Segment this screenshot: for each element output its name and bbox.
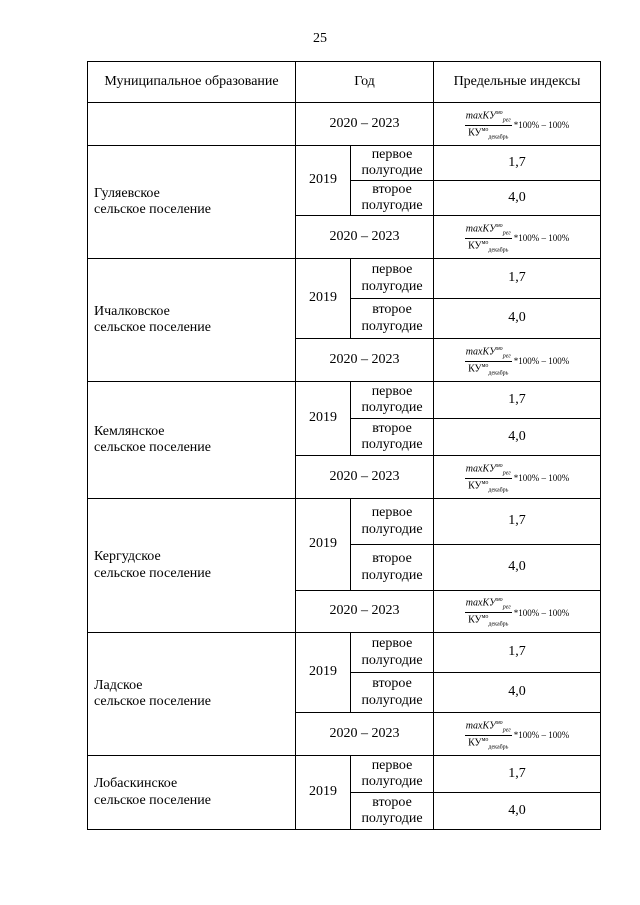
index-value-first: 1,7 bbox=[434, 633, 601, 673]
formula-cell bbox=[434, 591, 601, 633]
municipality-name: Кергудское сельское поселение bbox=[88, 499, 296, 633]
year-cell: 2019 bbox=[296, 633, 351, 713]
formula-cell bbox=[434, 216, 601, 259]
limit-formula: $\frac{\max KУ^{мо}_{рег}}{КУ^{мо}_{декабрь}}$ *100% – 100% bbox=[465, 719, 570, 751]
index-value-second: 4,0 bbox=[434, 419, 601, 456]
formula-cell bbox=[434, 713, 601, 756]
limit-formula: $\frac{\max KУ^{мо}_{рег}}{КУ^{мо}_{декабрь}}$ *100% – 100% bbox=[465, 345, 570, 377]
municipality-empty-cell bbox=[88, 103, 296, 146]
half-year-second: второе полугодие bbox=[351, 793, 434, 830]
header-municipality: Муниципальное образование bbox=[88, 62, 296, 103]
limit-formula: $\frac{\max KУ^{мо}_{рег}}{КУ^{мо}_{декабрь}}$ *100% – 100% bbox=[465, 222, 570, 254]
half-year-first: первое полугодие bbox=[351, 146, 434, 181]
half-year-first: первое полугодие bbox=[351, 499, 434, 545]
half-year-second: второе полугодие bbox=[351, 299, 434, 339]
half-year-second: второе полугодие bbox=[351, 419, 434, 456]
half-year-second: второе полугодие bbox=[351, 545, 434, 591]
limit-formula: $\frac{\max KУ^{мо}_{рег}}{КУ^{мо}_{декабрь}}$ *100% – 100% bbox=[465, 597, 570, 628]
year-range: 2020 – 2023 bbox=[296, 216, 434, 259]
year-range: 2020 – 2023 bbox=[296, 456, 434, 499]
half-year-first: первое полугодие bbox=[351, 633, 434, 673]
year-cell: 2019 bbox=[296, 382, 351, 456]
municipality-name: Ладское сельское поселение bbox=[88, 633, 296, 756]
municipality-name: Кемлянское сельское поселение bbox=[88, 382, 296, 499]
header-limit-index: Предельные индексы bbox=[434, 62, 601, 103]
index-value-first: 1,7 bbox=[434, 756, 601, 793]
half-year-first: первое полугодие bbox=[351, 259, 434, 299]
year-range: 2020 – 2023 bbox=[296, 339, 434, 382]
municipality-name: Ичалковское сельское поселение bbox=[88, 259, 296, 382]
year-cell: 2019 bbox=[296, 259, 351, 339]
limit-formula: $\frac{\max KУ^{мо}_{рег}}{КУ^{мо}_{декабрь}}$ *100% – 100% bbox=[465, 109, 570, 141]
index-value-second: 4,0 bbox=[434, 299, 601, 339]
index-value-second: 4,0 bbox=[434, 545, 601, 591]
index-value-second: 4,0 bbox=[434, 793, 601, 830]
half-year-second: второе полугодие bbox=[351, 181, 434, 216]
formula-cell bbox=[434, 103, 601, 146]
header-year: Год bbox=[296, 62, 434, 103]
year-range: 2020 – 2023 bbox=[296, 713, 434, 756]
year-cell: 2019 bbox=[296, 756, 351, 830]
half-year-first: первое полугодие bbox=[351, 382, 434, 419]
formula-cell bbox=[434, 456, 601, 499]
half-year-second: второе полугодие bbox=[351, 673, 434, 713]
half-year-first: первое полугодие bbox=[351, 756, 434, 793]
page-number: 25 bbox=[313, 31, 327, 46]
year-cell: 2019 bbox=[296, 499, 351, 591]
index-value-second: 4,0 bbox=[434, 181, 601, 216]
index-value-second: 4,0 bbox=[434, 673, 601, 713]
index-value-first: 1,7 bbox=[434, 382, 601, 419]
index-value-first: 1,7 bbox=[434, 146, 601, 181]
municipality-name: Гуляевское сельское поселение bbox=[88, 146, 296, 259]
year-range: 2020 – 2023 bbox=[296, 591, 434, 633]
year-range: 2020 – 2023 bbox=[296, 103, 434, 146]
index-value-first: 1,7 bbox=[434, 259, 601, 299]
index-value-first: 1,7 bbox=[434, 499, 601, 545]
year-cell: 2019 bbox=[296, 146, 351, 216]
limit-formula: $\frac{\max KУ^{мо}_{рег}}{КУ^{мо}_{декабрь}}$ *100% – 100% bbox=[465, 462, 570, 494]
limit-index-table bbox=[87, 61, 601, 830]
municipality-name: Лобаскинское сельское поселение bbox=[88, 756, 296, 830]
formula-cell bbox=[434, 339, 601, 382]
